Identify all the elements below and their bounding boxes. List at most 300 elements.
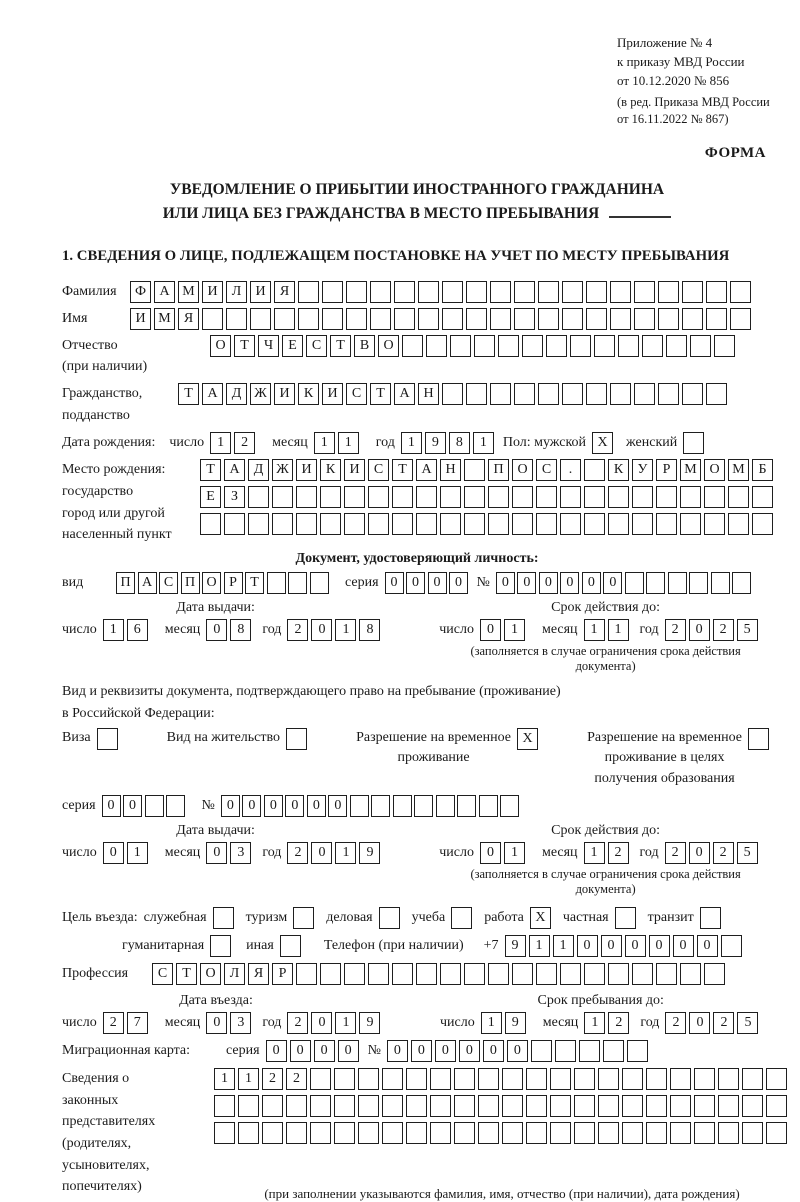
- name-cell[interactable]: [298, 308, 319, 330]
- temp-res-cb-cell[interactable]: X: [517, 728, 538, 750]
- patronymic-cell[interactable]: [402, 335, 423, 357]
- rep1-cell[interactable]: [430, 1068, 451, 1090]
- birthplace3-cell[interactable]: [536, 513, 557, 535]
- birthplace1-cell[interactable]: С: [536, 459, 557, 481]
- doc-valid-day-cell[interactable]: 1: [504, 619, 525, 641]
- surname-cell[interactable]: Я: [274, 281, 295, 303]
- doc-kind-cell[interactable]: [310, 572, 329, 594]
- birthplace2-cell[interactable]: [488, 486, 509, 508]
- rep1-cell[interactable]: [310, 1068, 331, 1090]
- profession-cell[interactable]: Я: [248, 963, 269, 985]
- birthplace1-cell[interactable]: С: [368, 459, 389, 481]
- stay-day-cell[interactable]: 1: [481, 1012, 502, 1034]
- right-issue-month-cell[interactable]: 3: [230, 842, 251, 864]
- rep2-cell[interactable]: [262, 1095, 283, 1117]
- entry-month-cell[interactable]: 3: [230, 1012, 251, 1034]
- profession-cell[interactable]: [392, 963, 413, 985]
- rep3-cell[interactable]: [406, 1122, 427, 1144]
- birthplace2-cell[interactable]: [560, 486, 581, 508]
- rep2-cell[interactable]: [286, 1095, 307, 1117]
- mig-series-cell[interactable]: 0: [314, 1040, 335, 1062]
- surname-cell[interactable]: [634, 281, 655, 303]
- profession-cell[interactable]: [464, 963, 485, 985]
- birthplace2-cell[interactable]: [296, 486, 317, 508]
- entry-day-cell[interactable]: 7: [127, 1012, 148, 1034]
- profession-cell[interactable]: [320, 963, 341, 985]
- citizenship-cell[interactable]: И: [274, 383, 295, 405]
- patronymic-cell[interactable]: [594, 335, 615, 357]
- rep2-cell[interactable]: [718, 1095, 739, 1117]
- rep2-cell[interactable]: [598, 1095, 619, 1117]
- rep3-cell[interactable]: [334, 1122, 355, 1144]
- birthplace2-cell[interactable]: [536, 486, 557, 508]
- birthplace1-cell[interactable]: Б: [752, 459, 773, 481]
- doc-valid-year-cell[interactable]: 5: [737, 619, 758, 641]
- doc-number-cell[interactable]: 0: [496, 572, 515, 594]
- entry-month-cell[interactable]: 0: [206, 1012, 227, 1034]
- citizenship-cell[interactable]: [466, 383, 487, 405]
- birthplace3-cell[interactable]: [632, 513, 653, 535]
- surname-cell[interactable]: И: [250, 281, 271, 303]
- right-issue-day-cell[interactable]: 0: [103, 842, 124, 864]
- birthplace3-cell[interactable]: [512, 513, 533, 535]
- birthplace1-cell[interactable]: И: [296, 459, 317, 481]
- phone-cell[interactable]: 0: [601, 935, 622, 957]
- profession-cell[interactable]: [536, 963, 557, 985]
- birthplace2-cell[interactable]: [704, 486, 725, 508]
- patronymic-cell[interactable]: [498, 335, 519, 357]
- rep3-cell[interactable]: [670, 1122, 691, 1144]
- citizenship-cell[interactable]: А: [394, 383, 415, 405]
- birthplace3-cell[interactable]: [560, 513, 581, 535]
- birthplace1-cell[interactable]: Д: [248, 459, 269, 481]
- doc-issue-year-cell[interactable]: 8: [359, 619, 380, 641]
- doc-valid-year-cell[interactable]: 2: [665, 619, 686, 641]
- name-cell[interactable]: [610, 308, 631, 330]
- rep2-cell[interactable]: [382, 1095, 403, 1117]
- mig-series-cell[interactable]: 0: [290, 1040, 311, 1062]
- doc-issue-month-cell[interactable]: 8: [230, 619, 251, 641]
- phone-cell[interactable]: 1: [529, 935, 550, 957]
- right-issue-month-cell[interactable]: 0: [206, 842, 227, 864]
- patronymic-cell[interactable]: Е: [282, 335, 303, 357]
- birthplace1-cell[interactable]: О: [512, 459, 533, 481]
- right-issue-day-cell[interactable]: 1: [127, 842, 148, 864]
- doc-kind-cell[interactable]: [288, 572, 307, 594]
- birth-month-cell[interactable]: 1: [338, 432, 359, 454]
- birthplace2-cell[interactable]: [680, 486, 701, 508]
- residence-cb-cell[interactable]: [286, 728, 307, 750]
- rep2-cell[interactable]: [214, 1095, 235, 1117]
- mig-series-cell[interactable]: 0: [266, 1040, 287, 1062]
- birthplace2-cell[interactable]: [272, 486, 293, 508]
- doc-issue-month-cell[interactable]: 0: [206, 619, 227, 641]
- mig-number-cell[interactable]: [603, 1040, 624, 1062]
- surname-cell[interactable]: [682, 281, 703, 303]
- birthplace2-cell[interactable]: Е: [200, 486, 221, 508]
- surname-cell[interactable]: [514, 281, 535, 303]
- rep1-cell[interactable]: [670, 1068, 691, 1090]
- profession-cell[interactable]: [488, 963, 509, 985]
- right-series-cell[interactable]: 0: [102, 795, 121, 817]
- phone-cell[interactable]: [721, 935, 742, 957]
- rep3-cell[interactable]: [358, 1122, 379, 1144]
- name-cell[interactable]: М: [154, 308, 175, 330]
- rep1-cell[interactable]: [694, 1068, 715, 1090]
- phone-cell[interactable]: 0: [673, 935, 694, 957]
- surname-cell[interactable]: [562, 281, 583, 303]
- rep2-cell[interactable]: [334, 1095, 355, 1117]
- citizenship-cell[interactable]: [442, 383, 463, 405]
- phone-cell[interactable]: 1: [553, 935, 574, 957]
- citizenship-cell[interactable]: С: [346, 383, 367, 405]
- citizenship-cell[interactable]: Ж: [250, 383, 271, 405]
- profession-cell[interactable]: [608, 963, 629, 985]
- birthplace1-cell[interactable]: [464, 459, 485, 481]
- doc-number-cell[interactable]: 0: [517, 572, 536, 594]
- profession-cell[interactable]: [680, 963, 701, 985]
- right-number-cell[interactable]: 0: [328, 795, 347, 817]
- rep2-cell[interactable]: [742, 1095, 763, 1117]
- birthplace1-cell[interactable]: М: [680, 459, 701, 481]
- doc-kind-cell[interactable]: П: [181, 572, 200, 594]
- male-cb-cell[interactable]: X: [592, 432, 613, 454]
- right-series-cell[interactable]: 0: [123, 795, 142, 817]
- rep3-cell[interactable]: [310, 1122, 331, 1144]
- surname-cell[interactable]: М: [178, 281, 199, 303]
- birthplace1-cell[interactable]: [584, 459, 605, 481]
- birthplace2-cell[interactable]: [632, 486, 653, 508]
- birthplace3-cell[interactable]: [296, 513, 317, 535]
- right-valid-day-cell[interactable]: 1: [504, 842, 525, 864]
- profession-cell[interactable]: [296, 963, 317, 985]
- surname-cell[interactable]: [586, 281, 607, 303]
- birthplace1-cell[interactable]: П: [488, 459, 509, 481]
- birthplace1-cell[interactable]: .: [560, 459, 581, 481]
- rep3-cell[interactable]: [238, 1122, 259, 1144]
- doc-series-cell[interactable]: 0: [385, 572, 404, 594]
- doc-valid-day-cell[interactable]: 0: [480, 619, 501, 641]
- mig-number-cell[interactable]: [555, 1040, 576, 1062]
- birthplace2-cell[interactable]: [416, 486, 437, 508]
- right-valid-month-cell[interactable]: 2: [608, 842, 629, 864]
- patronymic-cell[interactable]: О: [210, 335, 231, 357]
- birthplace3-cell[interactable]: [608, 513, 629, 535]
- citizenship-cell[interactable]: Т: [178, 383, 199, 405]
- rep2-cell[interactable]: [574, 1095, 595, 1117]
- profession-cell[interactable]: [584, 963, 605, 985]
- purpose-transit-cell[interactable]: [700, 907, 721, 929]
- birthplace3-cell[interactable]: [752, 513, 773, 535]
- rep3-cell[interactable]: [478, 1122, 499, 1144]
- profession-cell[interactable]: С: [152, 963, 173, 985]
- rep1-cell[interactable]: [622, 1068, 643, 1090]
- birthplace2-cell[interactable]: [368, 486, 389, 508]
- patronymic-cell[interactable]: [618, 335, 639, 357]
- rep2-cell[interactable]: [358, 1095, 379, 1117]
- birthplace2-cell[interactable]: [608, 486, 629, 508]
- birthplace3-cell[interactable]: [680, 513, 701, 535]
- phone-cell[interactable]: 0: [649, 935, 670, 957]
- doc-valid-year-cell[interactable]: 2: [713, 619, 734, 641]
- entry-day-cell[interactable]: 2: [103, 1012, 124, 1034]
- rep1-cell[interactable]: [382, 1068, 403, 1090]
- doc-number-cell[interactable]: [689, 572, 708, 594]
- doc-series-cell[interactable]: 0: [406, 572, 425, 594]
- patronymic-cell[interactable]: [714, 335, 735, 357]
- rep2-cell[interactable]: [310, 1095, 331, 1117]
- birth-year-cell[interactable]: 1: [401, 432, 422, 454]
- doc-issue-day-cell[interactable]: 6: [127, 619, 148, 641]
- birthplace1-cell[interactable]: Н: [440, 459, 461, 481]
- birthplace2-cell[interactable]: [512, 486, 533, 508]
- mig-number-cell[interactable]: [579, 1040, 600, 1062]
- rep2-cell[interactable]: [430, 1095, 451, 1117]
- right-valid-month-cell[interactable]: 1: [584, 842, 605, 864]
- right-number-cell[interactable]: [371, 795, 390, 817]
- birthplace2-cell[interactable]: [728, 486, 749, 508]
- rep2-cell[interactable]: [502, 1095, 523, 1117]
- rep2-cell[interactable]: [406, 1095, 427, 1117]
- right-number-cell[interactable]: [414, 795, 433, 817]
- rep2-cell[interactable]: [694, 1095, 715, 1117]
- right-number-cell[interactable]: 0: [264, 795, 283, 817]
- patronymic-cell[interactable]: Т: [330, 335, 351, 357]
- right-issue-year-cell[interactable]: 0: [311, 842, 332, 864]
- patronymic-cell[interactable]: [642, 335, 663, 357]
- profession-cell[interactable]: Р: [272, 963, 293, 985]
- phone-cell[interactable]: 0: [625, 935, 646, 957]
- patronymic-cell[interactable]: [522, 335, 543, 357]
- profession-cell[interactable]: О: [200, 963, 221, 985]
- doc-kind-cell[interactable]: Р: [224, 572, 243, 594]
- patronymic-cell[interactable]: [690, 335, 711, 357]
- stay-year-cell[interactable]: 0: [689, 1012, 710, 1034]
- purpose-work-cell[interactable]: X: [530, 907, 551, 929]
- surname-cell[interactable]: [346, 281, 367, 303]
- doc-kind-cell[interactable]: П: [116, 572, 135, 594]
- birth-year-cell[interactable]: 8: [449, 432, 470, 454]
- temp-edu-cb-cell[interactable]: [748, 728, 769, 750]
- birth-day-cell[interactable]: 2: [234, 432, 255, 454]
- purpose-tourism-cell[interactable]: [293, 907, 314, 929]
- entry-year-cell[interactable]: 0: [311, 1012, 332, 1034]
- birthplace1-cell[interactable]: К: [320, 459, 341, 481]
- birth-year-cell[interactable]: 1: [473, 432, 494, 454]
- phone-cell[interactable]: 9: [505, 935, 526, 957]
- name-cell[interactable]: [322, 308, 343, 330]
- name-cell[interactable]: [538, 308, 559, 330]
- right-valid-year-cell[interactable]: 2: [665, 842, 686, 864]
- purpose-other-cell[interactable]: [280, 935, 301, 957]
- doc-number-cell[interactable]: 0: [582, 572, 601, 594]
- surname-cell[interactable]: [706, 281, 727, 303]
- birthplace1-cell[interactable]: Т: [392, 459, 413, 481]
- birthplace1-cell[interactable]: М: [728, 459, 749, 481]
- rep1-cell[interactable]: [718, 1068, 739, 1090]
- rep2-cell[interactable]: [526, 1095, 547, 1117]
- surname-cell[interactable]: Ф: [130, 281, 151, 303]
- doc-series-cell[interactable]: 0: [428, 572, 447, 594]
- doc-kind-cell[interactable]: О: [202, 572, 221, 594]
- profession-cell[interactable]: [560, 963, 581, 985]
- patronymic-cell[interactable]: [474, 335, 495, 357]
- citizenship-cell[interactable]: К: [298, 383, 319, 405]
- surname-cell[interactable]: [610, 281, 631, 303]
- citizenship-cell[interactable]: [490, 383, 511, 405]
- name-cell[interactable]: [250, 308, 271, 330]
- profession-cell[interactable]: Т: [176, 963, 197, 985]
- doc-number-cell[interactable]: [732, 572, 751, 594]
- name-cell[interactable]: [706, 308, 727, 330]
- citizenship-cell[interactable]: Д: [226, 383, 247, 405]
- patronymic-cell[interactable]: О: [378, 335, 399, 357]
- mig-number-cell[interactable]: 0: [435, 1040, 456, 1062]
- rep2-cell[interactable]: [478, 1095, 499, 1117]
- doc-series-cell[interactable]: 0: [449, 572, 468, 594]
- name-cell[interactable]: [226, 308, 247, 330]
- stay-month-cell[interactable]: 2: [608, 1012, 629, 1034]
- profession-cell[interactable]: [368, 963, 389, 985]
- birthplace3-cell[interactable]: [200, 513, 221, 535]
- patronymic-cell[interactable]: [546, 335, 567, 357]
- birthplace3-cell[interactable]: [248, 513, 269, 535]
- name-cell[interactable]: [730, 308, 751, 330]
- birthplace3-cell[interactable]: [464, 513, 485, 535]
- surname-cell[interactable]: Л: [226, 281, 247, 303]
- citizenship-cell[interactable]: [658, 383, 679, 405]
- birthplace3-cell[interactable]: [368, 513, 389, 535]
- rep3-cell[interactable]: [382, 1122, 403, 1144]
- rep3-cell[interactable]: [598, 1122, 619, 1144]
- name-cell[interactable]: [418, 308, 439, 330]
- stay-month-cell[interactable]: 1: [584, 1012, 605, 1034]
- birth-day-cell[interactable]: 1: [210, 432, 231, 454]
- surname-cell[interactable]: И: [202, 281, 223, 303]
- birthplace1-cell[interactable]: Ж: [272, 459, 293, 481]
- purpose-humanitarian-cell[interactable]: [210, 935, 231, 957]
- rep3-cell[interactable]: [214, 1122, 235, 1144]
- birthplace2-cell[interactable]: [464, 486, 485, 508]
- right-valid-year-cell[interactable]: 0: [689, 842, 710, 864]
- birthplace3-cell[interactable]: [272, 513, 293, 535]
- right-issue-year-cell[interactable]: 1: [335, 842, 356, 864]
- birthplace2-cell[interactable]: [584, 486, 605, 508]
- rep3-cell[interactable]: [718, 1122, 739, 1144]
- surname-cell[interactable]: [394, 281, 415, 303]
- right-issue-year-cell[interactable]: 2: [287, 842, 308, 864]
- rep2-cell[interactable]: [238, 1095, 259, 1117]
- citizenship-cell[interactable]: [634, 383, 655, 405]
- rep2-cell[interactable]: [622, 1095, 643, 1117]
- birthplace2-cell[interactable]: [344, 486, 365, 508]
- stay-year-cell[interactable]: 2: [665, 1012, 686, 1034]
- right-series-cell[interactable]: [145, 795, 164, 817]
- citizenship-cell[interactable]: [562, 383, 583, 405]
- citizenship-cell[interactable]: А: [202, 383, 223, 405]
- name-cell[interactable]: [370, 308, 391, 330]
- doc-number-cell[interactable]: [668, 572, 687, 594]
- patronymic-cell[interactable]: [450, 335, 471, 357]
- birthplace3-cell[interactable]: [344, 513, 365, 535]
- phone-cell[interactable]: 0: [697, 935, 718, 957]
- rep1-cell[interactable]: [526, 1068, 547, 1090]
- rep3-cell[interactable]: [694, 1122, 715, 1144]
- female-cb-cell[interactable]: [683, 432, 704, 454]
- birthplace1-cell[interactable]: К: [608, 459, 629, 481]
- visa-cb-cell[interactable]: [97, 728, 118, 750]
- purpose-official-cell[interactable]: [213, 907, 234, 929]
- rep1-cell[interactable]: [358, 1068, 379, 1090]
- birthplace3-cell[interactable]: [440, 513, 461, 535]
- rep1-cell[interactable]: 1: [214, 1068, 235, 1090]
- rep3-cell[interactable]: [430, 1122, 451, 1144]
- rep2-cell[interactable]: [646, 1095, 667, 1117]
- birthplace1-cell[interactable]: Р: [656, 459, 677, 481]
- patronymic-cell[interactable]: [426, 335, 447, 357]
- birthplace2-cell[interactable]: [440, 486, 461, 508]
- entry-year-cell[interactable]: 2: [287, 1012, 308, 1034]
- profession-cell[interactable]: [416, 963, 437, 985]
- surname-cell[interactable]: [442, 281, 463, 303]
- birth-month-cell[interactable]: 1: [314, 432, 335, 454]
- rep3-cell[interactable]: [766, 1122, 787, 1144]
- birthplace3-cell[interactable]: [224, 513, 245, 535]
- birthplace3-cell[interactable]: [656, 513, 677, 535]
- doc-number-cell[interactable]: [625, 572, 644, 594]
- mig-number-cell[interactable]: 0: [459, 1040, 480, 1062]
- birthplace3-cell[interactable]: [488, 513, 509, 535]
- mig-number-cell[interactable]: 0: [387, 1040, 408, 1062]
- profession-cell[interactable]: Л: [224, 963, 245, 985]
- profession-cell[interactable]: [704, 963, 725, 985]
- rep3-cell[interactable]: [742, 1122, 763, 1144]
- right-number-cell[interactable]: 0: [242, 795, 261, 817]
- rep3-cell[interactable]: [526, 1122, 547, 1144]
- patronymic-cell[interactable]: В: [354, 335, 375, 357]
- surname-cell[interactable]: [730, 281, 751, 303]
- surname-cell[interactable]: [418, 281, 439, 303]
- entry-year-cell[interactable]: 1: [335, 1012, 356, 1034]
- doc-valid-month-cell[interactable]: 1: [584, 619, 605, 641]
- surname-cell[interactable]: [370, 281, 391, 303]
- doc-issue-year-cell[interactable]: 0: [311, 619, 332, 641]
- rep2-cell[interactable]: [670, 1095, 691, 1117]
- right-number-cell[interactable]: [436, 795, 455, 817]
- citizenship-cell[interactable]: [610, 383, 631, 405]
- citizenship-cell[interactable]: [586, 383, 607, 405]
- birthplace2-cell[interactable]: [752, 486, 773, 508]
- birthplace2-cell[interactable]: [656, 486, 677, 508]
- entry-year-cell[interactable]: 9: [359, 1012, 380, 1034]
- profession-cell[interactable]: [632, 963, 653, 985]
- doc-number-cell[interactable]: 0: [603, 572, 622, 594]
- mig-number-cell[interactable]: 0: [411, 1040, 432, 1062]
- birthplace3-cell[interactable]: [320, 513, 341, 535]
- birthplace1-cell[interactable]: И: [344, 459, 365, 481]
- surname-cell[interactable]: [658, 281, 679, 303]
- citizenship-cell[interactable]: Н: [418, 383, 439, 405]
- birthplace1-cell[interactable]: А: [224, 459, 245, 481]
- citizenship-cell[interactable]: [514, 383, 535, 405]
- surname-cell[interactable]: [466, 281, 487, 303]
- birthplace1-cell[interactable]: У: [632, 459, 653, 481]
- rep3-cell[interactable]: [646, 1122, 667, 1144]
- birth-year-cell[interactable]: 9: [425, 432, 446, 454]
- surname-cell[interactable]: [298, 281, 319, 303]
- right-number-cell[interactable]: [479, 795, 498, 817]
- birthplace3-cell[interactable]: [392, 513, 413, 535]
